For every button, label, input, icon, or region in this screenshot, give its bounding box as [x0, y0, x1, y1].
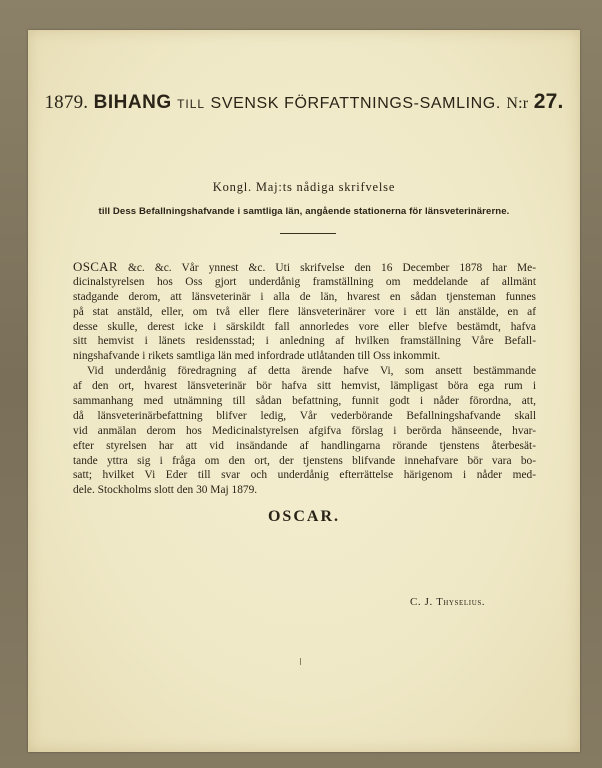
body-line: efter styrelsen har att vid insändande af handlingarna rörande tjenstens återbesät- [73, 439, 536, 452]
document-addressee: till Dess Befallningshafvande i samtliga län, angående stationerna för länsveterinärerne. [98, 206, 510, 217]
divider-rule [280, 233, 336, 234]
body-line: sitt hemvist i länets residensstad; i anledning af hvilken framställning Våre Befall- [73, 335, 536, 348]
body-line: stadgande derom, att länsveterinär i alla de län, hvarest en sådan tjensteman funnes [73, 290, 536, 303]
body-line: sammanhang med utnämning till sådan befattning, funnit godt i nåder förordna, att, [73, 395, 536, 408]
countersign-surname: Thyselius. [436, 597, 486, 608]
body-line: desse skulle, derest icke i särskildt fall annorledes vore eller blefve bestämdt, hafva [73, 320, 536, 333]
countersign-initials: C. J. [410, 596, 433, 608]
body-line: tande yttra sig i fråga om den ort, der tjenstens blifvande innehafvare bör vara bo- [73, 454, 536, 467]
document-page [28, 30, 580, 752]
document-subtitle: Kongl. Maj:ts nådiga skrifvelse [212, 180, 396, 194]
body-line: dicinalstyrelsen hos Oss gjort underdånig framställning om meddelande af allmänt [73, 275, 536, 288]
page-header [28, 90, 580, 114]
body-line: på stat anstäld, eller, om två eller flere länsveterinärer vore i ett län anstälde, en af [73, 305, 536, 318]
letter-body [73, 260, 536, 498]
header-year: 1879. [44, 92, 89, 113]
header-bihang: BIHANG [93, 92, 172, 113]
body-line: af den ort, hvarest länsveterinär bör hafva sitt hemvist, lämpligast böra ega rum i [73, 380, 536, 393]
print-mark [300, 658, 301, 665]
royal-signature: OSCAR. [267, 508, 340, 525]
body-line: vid anmälan derom hos Medicinalstyrelsen afgifva förslag i berörda hänseende, hvar- [73, 424, 536, 437]
header-number: 27. [533, 90, 564, 113]
body-line: då länsveterinärbefattning blifver ledig, Vår vederbörande Befallningshafvande skall [73, 409, 536, 422]
countersignature [410, 596, 485, 608]
body-line: dele. Stockholms slott den 30 Maj 1879. [73, 484, 258, 497]
body-first-word: OSCAR [73, 260, 118, 274]
header-collection-title: SVENSK FÖRFATTNINGS-SAMLING. [210, 95, 501, 112]
body-line: satt; hvilket Vi Eder till svar och underdånig efterrättelse härigenom i nåder med- [73, 469, 536, 482]
body-line: ningshafvande i rikets samtliga län med infordrade utlåtanden till Oss inkommit. [73, 350, 441, 363]
header-number-label: N:r [506, 95, 529, 112]
header-till: TILL [177, 97, 206, 111]
body-line: OSCAR &c. &c. Vår ynnest &c. Uti skrifvelse den 16 December 1878 har Me- [73, 260, 536, 274]
body-line: Vid underdånig föredragning af detta ärende hafve Vi, som ansett bestämmande [87, 365, 536, 378]
